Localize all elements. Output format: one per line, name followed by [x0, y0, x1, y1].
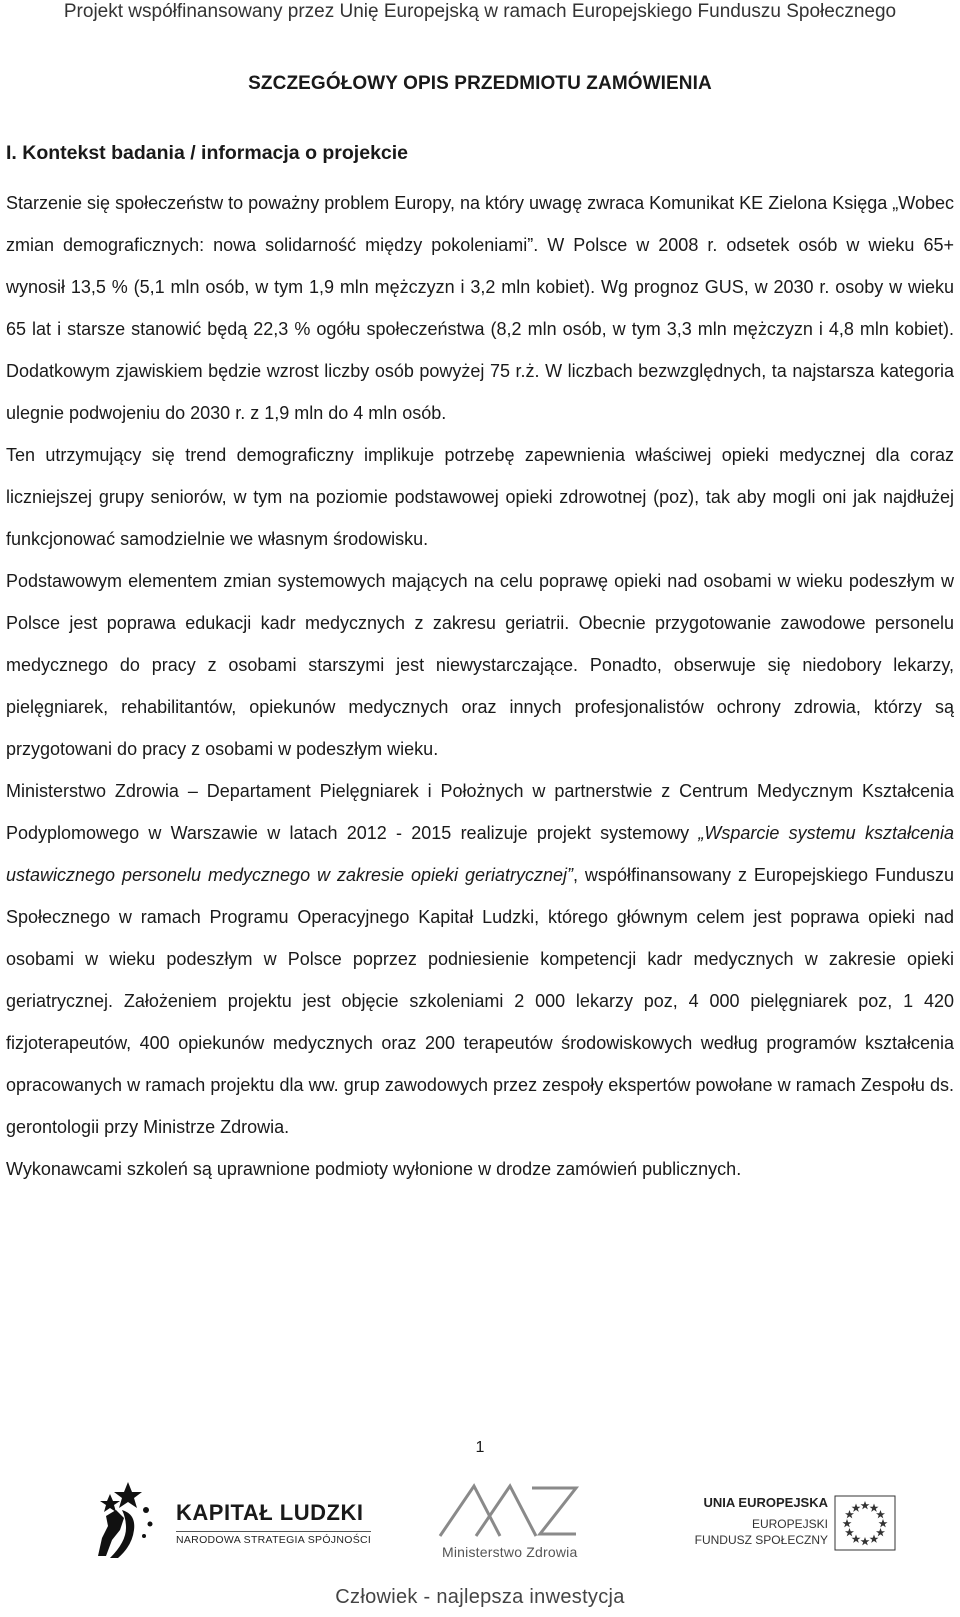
ministerstwo-zdrowia-logo — [436, 1478, 596, 1574]
footer-slogan: Człowiek - najlepsza inwestycja — [335, 1586, 625, 1608]
paragraph-5: Wykonawcami szkoleń są uprawnione podmioty wyłonione w drodze zamówień publicznych. — [6, 1159, 742, 1179]
kapital-ludzki-emblem-icon — [88, 1480, 168, 1560]
page-number: 1 — [475, 1439, 485, 1456]
kapital-ludzki-name: KAPITAŁ LUDZKI — [176, 1500, 364, 1525]
page-header: Projekt współfinansowany przez Unię Europejską w ramach Europejskiego Funduszu Społecznego — [63, 1, 897, 22]
paragraph-4-end: , współfinansowany z Europejskiego Funduszu Społecznego w ramach Programu Operacyjnego Kapitał Ludzki, którego głównym celem jest poprawa opieki nad osobami w wieku podeszłym w Polsce poprzez podniesienie kompetencji kadr medycznych w zakresie opieki geriatrycznej. Założeniem projektu jest objęcie szkoleniami 2 000 lekarzy poz, 4 000 pielęgniarek poz, 1 420 fizjoterapeutów, 400 opiekunów medycznych oraz 200 terapeutów środowiskowych według programów kształcenia opracowanych w ramach projektu dla ww. grup zawodowych przez zespoły ekspertów powołane w ramach Zespołu ds. gerontologii przy Ministrze Zdrowia. — [6, 865, 954, 1137]
document-title: SZCZEGÓŁOWY OPIS PRZEDMIOTU ZAMÓWIENIA — [248, 73, 712, 94]
paragraph-1: Starzenie się społeczeństw to poważny problem Europy, na który uwagę zwraca Komunikat KE Zielona Księga „Wobec zmian demograficznych: nowa solidarność między pokoleniami”. W Polsce w 2008 r. odsetek osób w wieku 65+ wynosił 13,5 % (5,1 mln osób, w tym 1,9 mln mężczyzn i 3,2 mln kobiet). Wg prognoz GUS, w 2030 r. osoby w wieku 65 lat i starsze stanowić będą 22,3 % ogółu społeczeństwa (8,2 mln osób, w tym 3,3 mln mężczyzn i 4,8 mln kobiet). Dodatkowym zjawiskiem będzie wzrost liczby osób powyżej 75 r.ż. W liczbach bezwzględnych, ta najstarsza kategoria ulegnie podwojeniu do 2030 r. z 1,9 mln do 4 mln osób. — [6, 193, 954, 423]
ue-line-1: UNIA EUROPEJSKA — [703, 1495, 828, 1510]
kapital-ludzki-subtitle: NARODOWA STRATEGIA SPÓJNOŚCI — [176, 1531, 371, 1546]
project-title: „Wsparcie systemu kształcenia ustawicznego personelu medycznego w zakresie opieki geriatrycznej” — [6, 823, 954, 885]
paragraph-4 — [6, 770, 954, 1148]
paragraph-4-start: Ministerstwo Zdrowia – Departament Pielęgniarek i Położnych w partnerstwie z Centrum Medycznym Kształcenia Podyplomowego w Warszawie w latach 2012 - 2015 realizuje projekt systemowy — [6, 781, 954, 843]
paragraph-2: Ten utrzymujący się trend demograficzny implikuje potrzebę zapewnienia właściwej opieki medycznej dla coraz liczniejszej grupy seniorów, w tym na poziomie podstawowej opieki zdrowotnej (poz), tak aby mogli oni jak najdłużej funkcjonować samodzielnie we własnym środowisku. — [6, 445, 954, 549]
ministerstwo-zdrowia-emblem-icon — [436, 1478, 586, 1540]
unia-europejska-logo — [676, 1495, 896, 1565]
eu-flag-stars-icon — [834, 1495, 896, 1551]
ue-line-3: FUNDUSZ SPOŁECZNY — [694, 1533, 828, 1547]
ue-line-2: EUROPEJSKI — [751, 1517, 828, 1531]
paragraph-3: Podstawowym elementem zmian systemowych mających na celu poprawę opieki nad osobami w wieku podeszłym w Polsce jest poprawa edukacji kadr medycznych z zakresu geriatrii. Obecnie przygotowanie zawodowe personelu medycznego do pracy z osobami starszymi jest niewystarczające. Ponadto, obserwuje się niedobory lekarzy, pielęgniarek, rehabilitantów, opiekunów medycznych oraz innych profesjonalistów ochrony zdrowia, którzy są przygotowani do pracy z osobami w podeszłym wieku. — [6, 571, 954, 759]
section-heading: I. Kontekst badania / informacja o projekcie — [6, 142, 409, 164]
kapital-ludzki-logo — [88, 1480, 378, 1560]
document-body — [6, 182, 954, 1190]
ministerstwo-zdrowia-name: Ministerstwo Zdrowia — [442, 1544, 578, 1560]
